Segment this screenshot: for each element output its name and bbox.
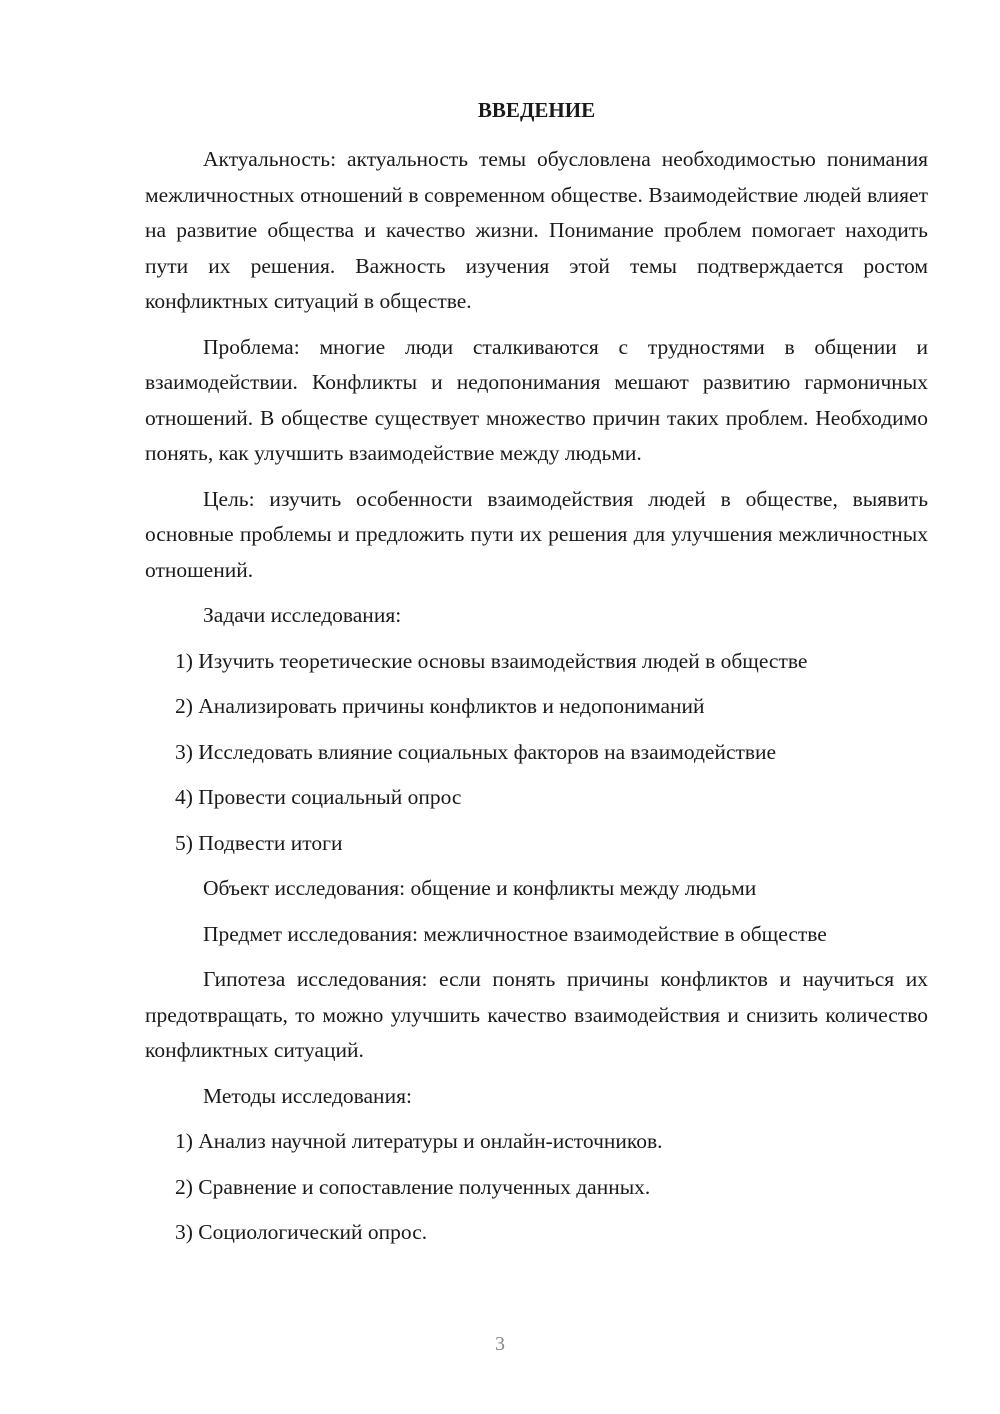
list-item: 2) Сравнение и сопоставление полученных данных. (175, 1174, 651, 1199)
page-number: 3 (495, 1333, 505, 1355)
goal-paragraph: Цель: изучить особенности взаимодействия людей в обществе, выявить основные проблемы и предложить пути их решения для улучшения межличностных отношений. (145, 486, 928, 582)
hypothesis-paragraph: Гипотеза исследования: если понять причины конфликтов и научиться их предотвращать, то можно улучшить качество взаимодействия и снизить количество конфликтных ситуаций. (145, 967, 928, 1062)
subject-paragraph: Предмет исследования: межличностное взаимодействие в обществе (203, 921, 827, 946)
list-item: 5) Подвести итоги (175, 830, 343, 855)
tasks-list (145, 644, 928, 862)
list-item: 3) Исследовать влияние социальных факторов на взаимодействие (175, 739, 777, 764)
list-item: 3) Социологический опрос. (175, 1220, 428, 1244)
methods-list (145, 1124, 928, 1251)
relevance-paragraph: Актуальность: актуальность темы обусловлена необходимостью понимания межличностных отношений в современном обществе. Взаимодействие людей влияет на развитие общества и качество жизни. Понимание проблем помогает находить пути их решения. Важность изучения этой темы подтверждается ростом конфликтных ситуаций в обществе. (145, 147, 928, 313)
list-item: 4) Провести социальный опрос (175, 785, 462, 809)
tasks-heading: Задачи исследования: (203, 603, 402, 627)
list-item: 1) Анализ научной литературы и онлайн-источников. (175, 1129, 663, 1153)
problem-paragraph: Проблема: многие люди сталкиваются с трудностями в общении и взаимодействии. Конфликты и недопонимания мешают развитию гармоничных отношений. В обществе существует множество причин таких проблем. Необходимо понять, как улучшить взаимодействие между людьми. (145, 334, 928, 465)
methods-heading: Методы исследования: (203, 1083, 412, 1108)
document-page (145, 92, 928, 1261)
list-item: 2) Анализировать причины конфликтов и недопониманий (175, 694, 705, 718)
list-item: 1) Изучить теоретические основы взаимодействия людей в обществе (175, 648, 808, 673)
object-paragraph: Объект исследования: общение и конфликты между людьми (203, 876, 757, 900)
page-title: ВВЕДЕНИЕ (477, 98, 596, 122)
